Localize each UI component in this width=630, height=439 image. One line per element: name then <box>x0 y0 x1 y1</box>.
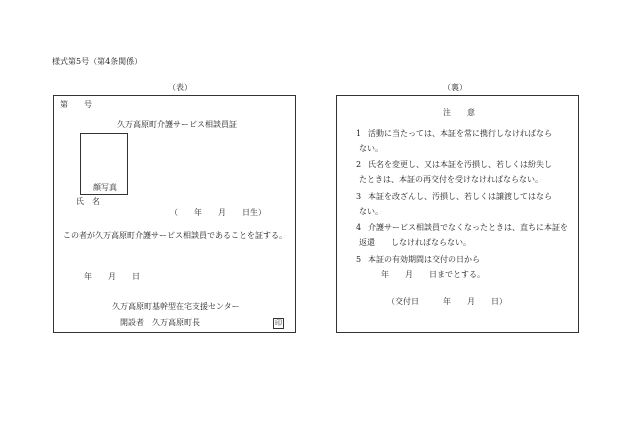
note-line: 活動に当たっては、本証を常に携行しなければなら <box>368 129 552 138</box>
note-line: 本証の有効期間は交付の日から <box>368 255 480 264</box>
front-side-label: （表） <box>168 83 192 92</box>
note-number: 1 <box>356 129 362 138</box>
issue-date-line: （交付日 年 月 日） <box>387 297 507 306</box>
birth-date-line: （ 年 月 日生） <box>170 208 266 217</box>
note-line: 介護サービス相談員でなくなったときは、直ちに本証を <box>368 223 568 232</box>
card-number-line: 第 号 <box>60 100 92 109</box>
note-line: 本証を改ざんし、汚損し、若しくは譲渡してはなら <box>368 192 552 201</box>
note-line: たときは、本証の再交付を受けなければならない。 <box>359 175 543 184</box>
name-label: 氏 名 <box>76 197 100 206</box>
note-number: 4 <box>356 223 362 232</box>
issuer-head: 開設者 久万高原町長 <box>120 318 200 327</box>
seal-box: 印 <box>275 319 282 327</box>
front-date-line: 年 月 日 <box>84 272 140 281</box>
note-line: ない。 <box>359 207 383 216</box>
note-number: 3 <box>356 192 362 201</box>
photo-label: 顔写真 <box>93 183 117 192</box>
certification-text: この者が久万高原町介護サービス相談員であることを証する。 <box>63 231 287 240</box>
note-line: 年 月 日までとする。 <box>381 270 485 279</box>
form-number: 様式第5号（第4条関係） <box>52 57 143 66</box>
notice-title: 注 意 <box>443 108 475 117</box>
note-line: 氏名を変更し、又は本証を汚損し、若しくは紛失し <box>368 160 552 169</box>
note-number: 5 <box>356 255 362 264</box>
issuer-office: 久万高原町基幹型在宅支援センター <box>112 302 240 311</box>
note-line: ない。 <box>359 144 383 153</box>
note-number: 2 <box>356 160 362 169</box>
back-side-label: （裏） <box>443 83 467 92</box>
note-line: 返還 しなければならない。 <box>359 238 471 247</box>
card-title: 久万高原町介護サービス相談員証 <box>117 120 237 129</box>
